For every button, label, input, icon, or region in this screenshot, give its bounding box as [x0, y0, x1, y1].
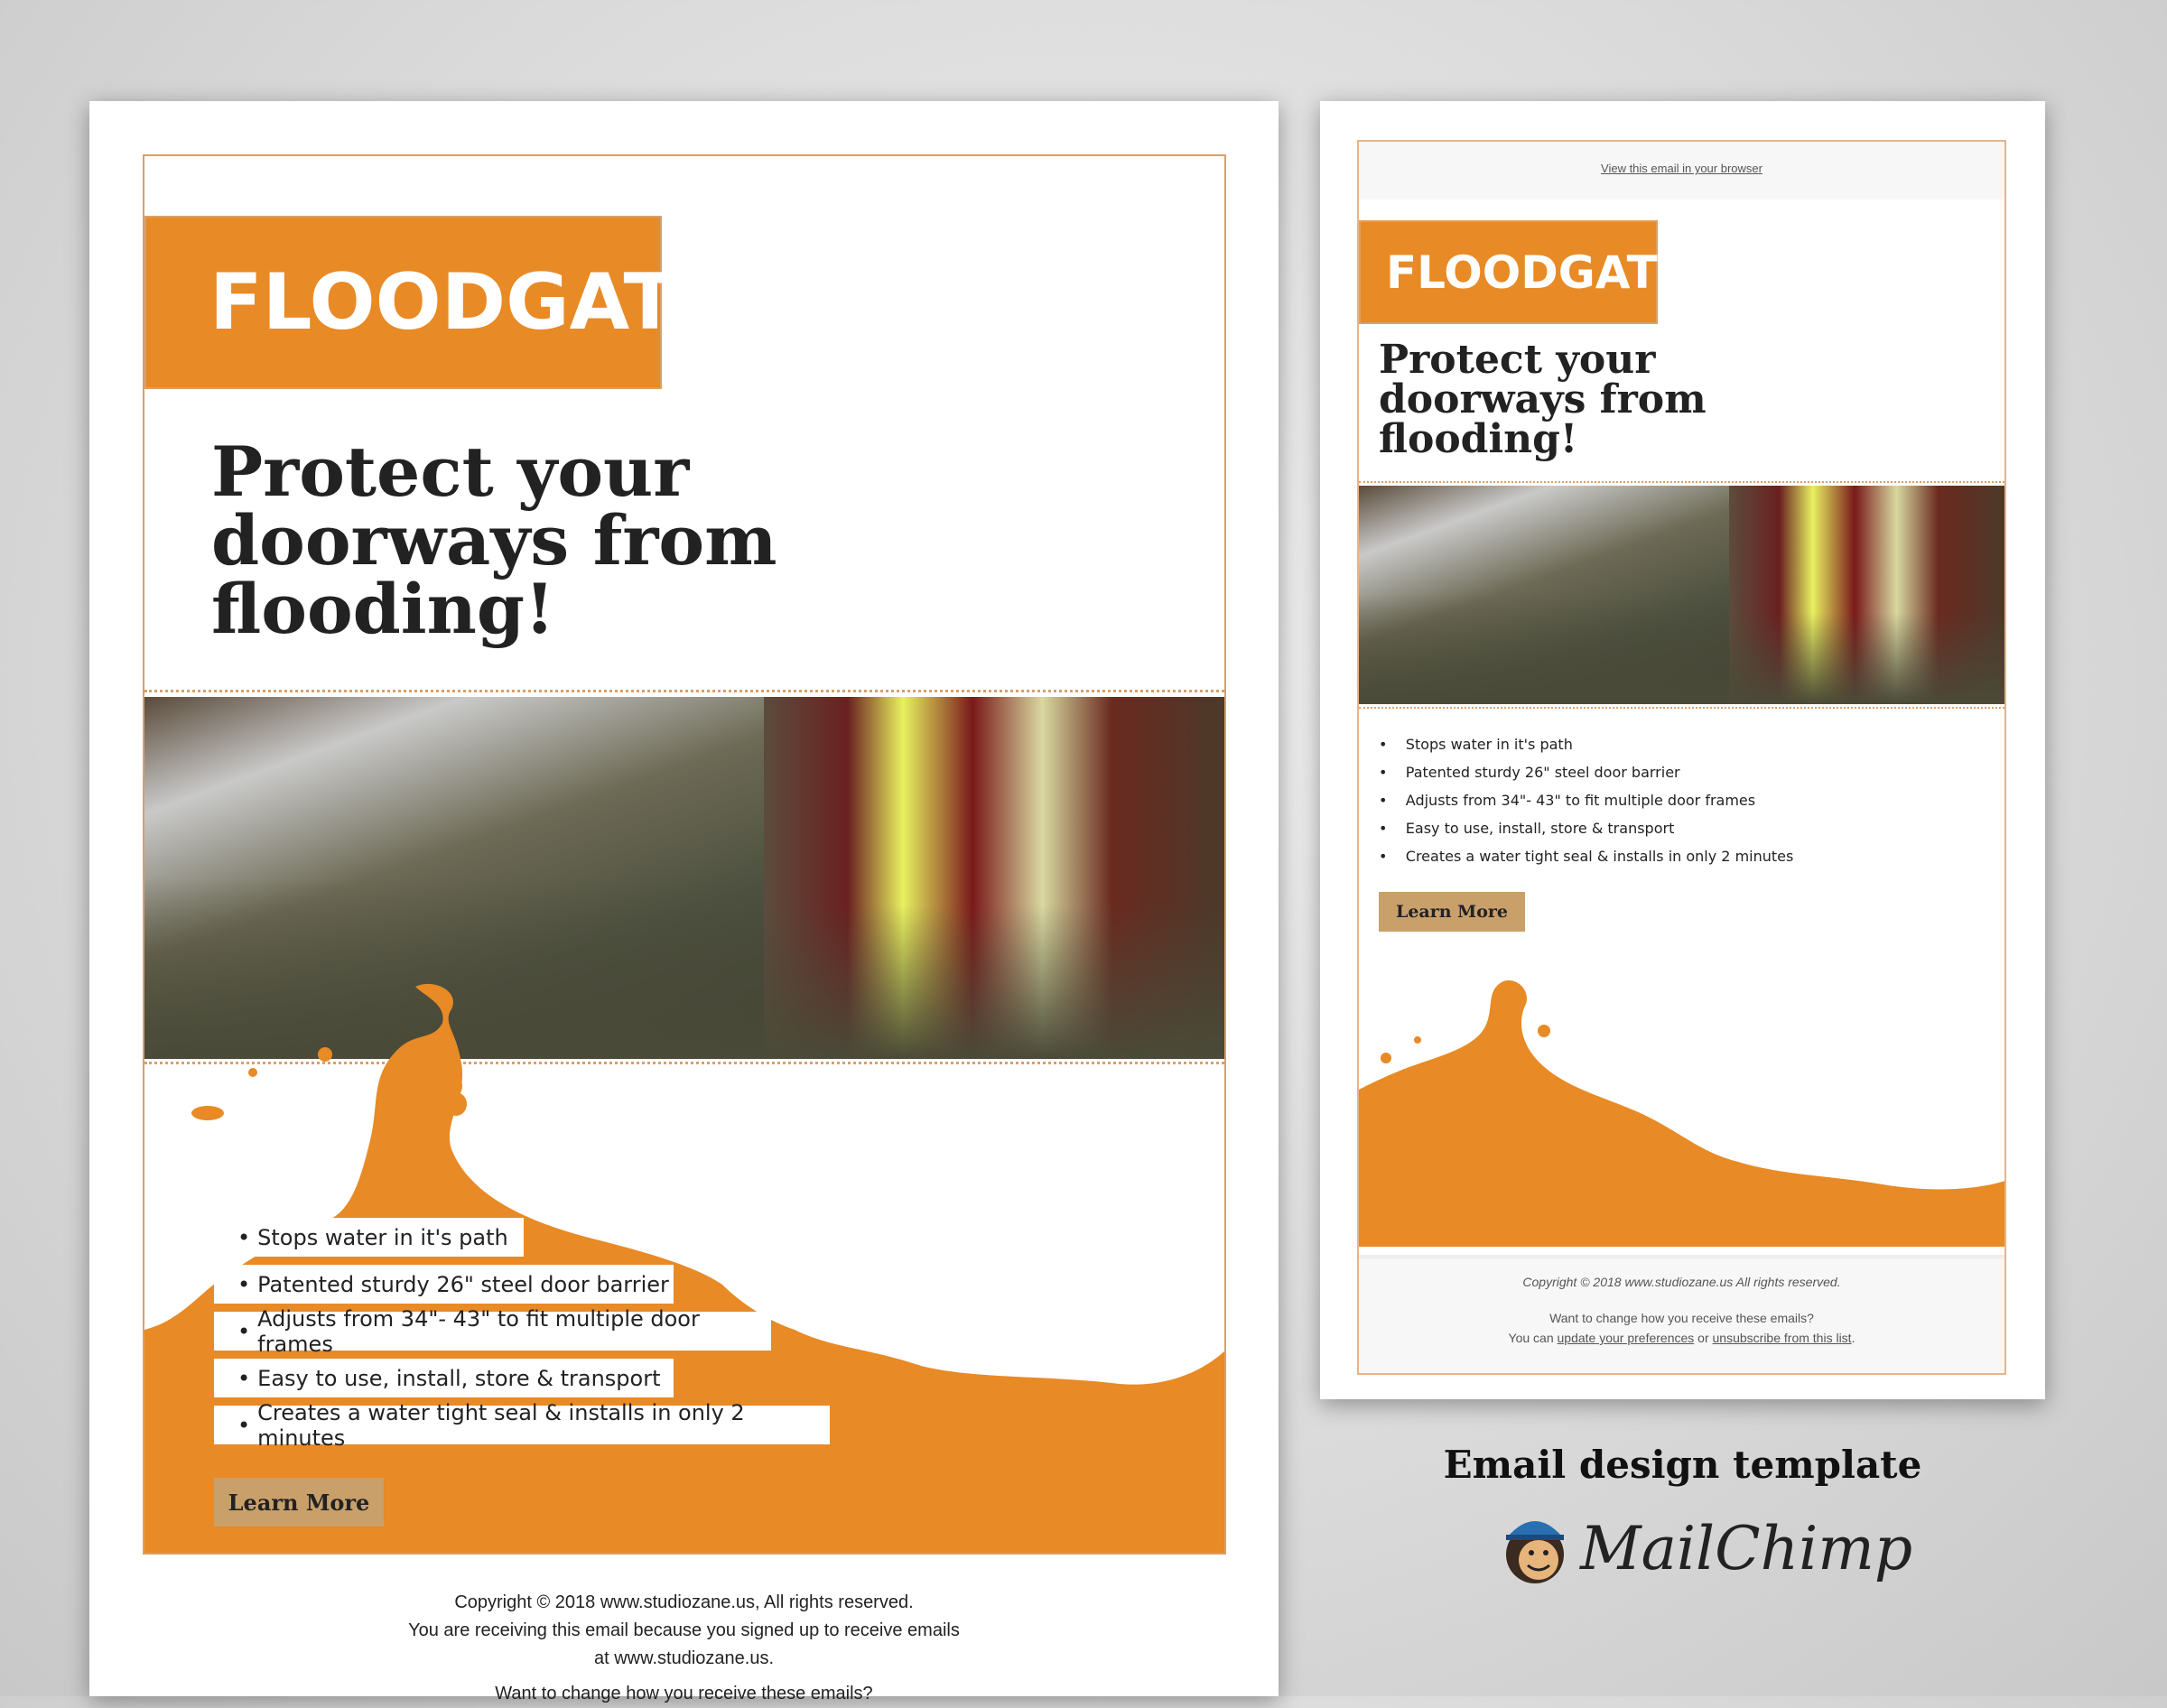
update-preferences-link[interactable]: update your preferences	[1557, 1331, 1695, 1345]
bullet-item: • Creates a water tight seal & installs in only 2 minutes	[214, 1406, 830, 1444]
headline-line: doorways from	[211, 500, 777, 580]
bullet-list	[1379, 730, 1793, 870]
brand-text: FLOODGATE	[1386, 246, 1688, 299]
flood-photo-left	[1359, 486, 1729, 704]
bullet-item: • Easy to use, install, store & transport	[214, 1359, 674, 1397]
mailchimp-wordmark: MailChimp	[1580, 1513, 1913, 1583]
learn-more-button[interactable]: Learn More	[214, 1478, 384, 1527]
mailchimp-logo	[1499, 1509, 1912, 1587]
footer-text: or	[1697, 1331, 1709, 1345]
headline-line: flooding!	[1379, 416, 1578, 462]
footer-text: .	[1851, 1331, 1855, 1345]
headline-line: Protect your	[211, 432, 690, 512]
divider	[144, 690, 1224, 692]
email-frame	[143, 154, 1226, 1555]
email-preview-small	[1320, 101, 2045, 1399]
headline-line: doorways from	[1379, 376, 1707, 422]
bullet-item: • Stops water in it's path	[1379, 736, 1573, 753]
unsubscribe-link[interactable]: unsubscribe from this list	[1712, 1331, 1852, 1345]
bullet-item: • Adjusts from 34"- 43" to fit multiple door frames	[1379, 792, 1756, 809]
bullet-item: • Patented sturdy 26" steel door barrier	[214, 1265, 674, 1304]
brand-logo	[144, 216, 730, 389]
brand-logo	[1359, 220, 1688, 324]
headline-line: flooding!	[211, 569, 555, 649]
divider	[1359, 481, 2004, 483]
flood-photo-right	[1729, 486, 2006, 704]
footer	[89, 1589, 1279, 1708]
footer-text: at www.studiozane.us.	[594, 1648, 774, 1668]
footer-copyright: Copyright © 2018 www.studiozane.us, All rights reserved.	[454, 1592, 914, 1612]
bullet-item: • Creates a water tight seal & installs in only 2 minutes	[1379, 848, 1794, 865]
brand-text: FLOODGATE	[209, 257, 730, 348]
footer	[1359, 1255, 2004, 1375]
bullet-item: • Patented sturdy 26" steel door barrier	[1379, 764, 1680, 781]
headline-line: Protect your	[1379, 337, 1656, 383]
footer-text: Want to change how you receive these emails?	[1549, 1311, 1814, 1325]
footer-text: You can	[1508, 1331, 1554, 1345]
preheader	[1359, 142, 2004, 200]
divider	[1359, 707, 2004, 709]
learn-more-button[interactable]: Learn More	[1379, 892, 1525, 932]
bullet-item: • Adjusts from 34"- 43" to fit multiple door frames	[214, 1312, 771, 1351]
freddie-monkey-icon	[1499, 1509, 1571, 1587]
footer-text: You are receiving this email because you signed up to receive emails	[408, 1620, 960, 1640]
view-in-browser-link[interactable]: View this email in your browser	[1601, 162, 1762, 175]
bullet-item: • Stops water in it's path	[214, 1218, 524, 1257]
footer-copyright: Copyright © 2018 www.studiozane.us All rights reserved.	[1522, 1275, 1841, 1289]
footer-links	[1359, 1331, 2004, 1345]
bullet-item: • Easy to use, install, store & transport	[1379, 820, 1675, 837]
email-preview-large	[89, 101, 1279, 1703]
water-splash-graphic	[144, 969, 1226, 1555]
email-frame	[1357, 140, 2006, 1375]
caption: Email design template	[1443, 1443, 1922, 1487]
water-splash-graphic	[1359, 972, 2006, 1247]
headline	[1379, 337, 1707, 462]
headline	[211, 432, 777, 649]
footer-text: Want to change how you receive these emails?	[495, 1684, 873, 1703]
